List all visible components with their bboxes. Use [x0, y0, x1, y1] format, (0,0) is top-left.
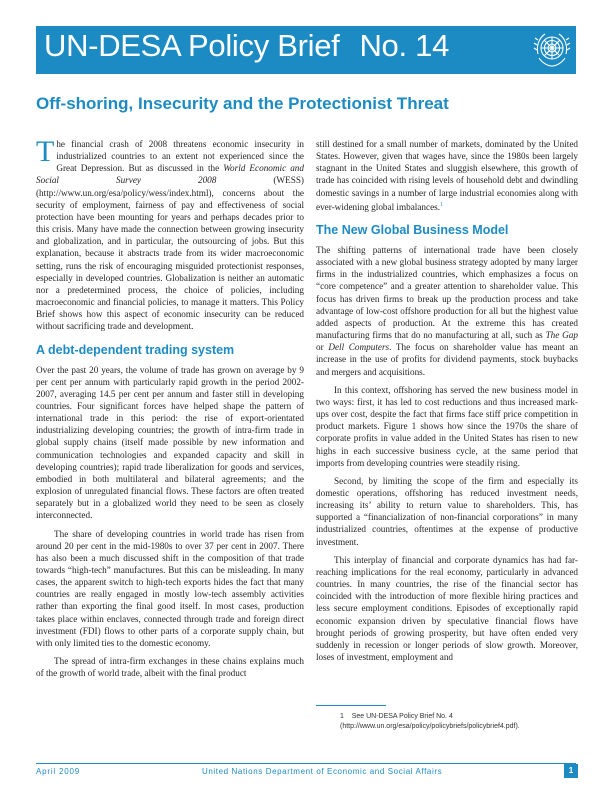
footnote-text[interactable]: See UN-DESA Policy Brief No. 4 (http://www.un.org/esa/policy/policybriefs/policybrief4.pdf).	[340, 713, 520, 730]
footnote-number: 1	[340, 713, 344, 720]
company-dell: Dell Computers	[328, 342, 390, 353]
intro-text-b: (WESS) (http://www.un.org/esa/policy/wess/index.html), concerns about the security of employment, fairness of pay and effectiveness of social protection have been mounting for years and perhaps decades prior to this crisis. Many have made the connection between growing insecurity and globalization, and in particular, the outsourcing of jobs. But this explanation, because it abstracts trade from its wider macroeconomic setting, runs the risk of encouraging misguided protectionist responses, especially in developed countries. Globalization is neither an automatic nor a predetermined process, the choice of policies, including macroeconomic and financial policies, to manage it matters. This Policy Brief shows how this aspect of economic insecurity can be reduced without sacrificing trade and development.	[36, 175, 304, 332]
paragraph	[316, 244, 578, 378]
paragraph-text: The shifting patterns of international trade have been closely associated with a new global business strategy adopted by many larger firms in the industrialized countries, which emphasizes a focus on “core competence” and a greater attention to shareholder value. This focus has driven firms to break up the production process and take advantage of low-cost offshore production for all but the highest value added aspects of production. At the extreme this has created manufacturing firms that do no manufacturing at all, such as	[316, 245, 578, 341]
paragraph	[316, 138, 578, 213]
company-gap: The Gap	[545, 330, 578, 341]
brief-number: No. 14	[359, 28, 450, 63]
left-column	[36, 135, 304, 679]
brief-brand: UN-DESA Policy Brief	[44, 28, 340, 63]
intro-text-a: he financial crash of 2008 threatens economic insecurity in industrialized countries to an extent not experienced since the Great Depression. But as discussed in the	[56, 139, 304, 174]
paragraph: Second, by limiting the scope of the firm and especially its domestic operations, offshoring has reduced investment needs, increasing its’ ability to return value to shareholders. This, has supported a “financialization of non-financial corporations” in many industrialized countries, oftentimes at the expense of productive investment.	[316, 475, 578, 547]
paragraph: The spread of intra-firm exchanges in these chains explains much of the growth of world trade, albeit with the final product	[36, 656, 304, 679]
drop-cap: T	[36, 135, 55, 168]
paragraph-text: . The focus on shareholder value has meant an increase in the use of profits for dividend payments, stock buybacks and mergers and acquisitions.	[316, 342, 578, 377]
footer-divider	[36, 763, 576, 764]
right-column	[316, 138, 578, 663]
brief-title-banner	[44, 28, 449, 64]
paragraph: Over the past 20 years, the volume of trade has grown on average by 9 per cent per annum with particularly rapid growth in the period 2002-2007, averaging 14.5 per cent per annum and faster still in developing countries. Four significant forces have helped shape the pattern of international trade in this period: the rise of export-orientated industrializing developing countries; the growth of intra-firm trade in global supply chains (itself made possible by new information and communication technologies and expanded capacity and skill in developing countries); rapid trade liberalization for goods and services, embodied in both multilateral and bilateral agreements; and the explosion of unregulated financial flows. These factors are often treated separately but in a globalized world they need to be seen as closely interconnected.	[36, 364, 304, 521]
un-emblem-icon	[530, 28, 574, 72]
section-heading-business-model: The New Global Business Model	[316, 223, 509, 237]
footnote-divider	[316, 705, 386, 706]
footnote	[340, 712, 578, 732]
page-number: 1	[564, 764, 578, 778]
connector-text: or	[316, 342, 329, 353]
paragraph: In this context, offshoring has served the new business model in two ways: first, it has led to cost reductions and thus increased mark-ups over cost, despite the fact that firms face stiff price competition in product markets. Figure 1 shows how since the 1970s the share of corporate profits in value added in the United States has risen to new highs in each successive business cycle, at the same period that imports from developing countries were steadily rising.	[316, 384, 578, 468]
page-title: Off-shoring, Insecurity and the Protectionist Threat	[36, 94, 449, 113]
paragraph: The share of developing countries in world trade has risen from around 20 per cent in the mid-1980s to over 37 per cent in 2007. There has also been a much discussed shift in the composition of that trade towards “high-tech” manufactures. But this can be misleading. In many cases, the apparent switch to high-tech exports hides the fact that many countries are really engaged in mostly low-tech assembly activities rather than exporting the final good itself. In most cases, production takes place within enclaves, connected through trade and foreign direct investment (FDI) flows to other parts of a corporate supply chain, but with only limited ties to the domestic economy.	[36, 528, 304, 648]
wess-title: World Economic and Social Survey 2008	[36, 163, 304, 186]
footer-organization: United Nations Department of Economic and Social Affairs	[202, 767, 443, 776]
intro-paragraph	[36, 135, 304, 333]
paragraph-text: still destined for a small number of markets, dominated by the United States. However, given that wages have, since the 1980s been largely stagnant in the United States and sluggish elsewhere, this growth of trade has coincided with rising levels of household debt and dwindling domestic savings in a number of large industrial economies along with ever-widening global imbalances.	[316, 139, 578, 212]
footer-date: April 2009	[36, 767, 81, 776]
footnote-ref: 1	[440, 201, 444, 208]
paragraph: This interplay of financial and corporate dynamics has had far-reaching implications for the real economy, particularly in advanced countries. In many countries, the rise of the financial sector has coincided with the introduction of more flexible hiring practices and less secure employment conditions. Episodes of exceptionally rapid economic expansion driven by speculative financial flows have brought periods of growing prosperity, but have often ended very suddenly in recession or longer periods of slow growth. Moreover, loses of investment, employment and	[316, 554, 578, 662]
section-heading-debt: A debt-dependent trading system	[36, 342, 235, 357]
